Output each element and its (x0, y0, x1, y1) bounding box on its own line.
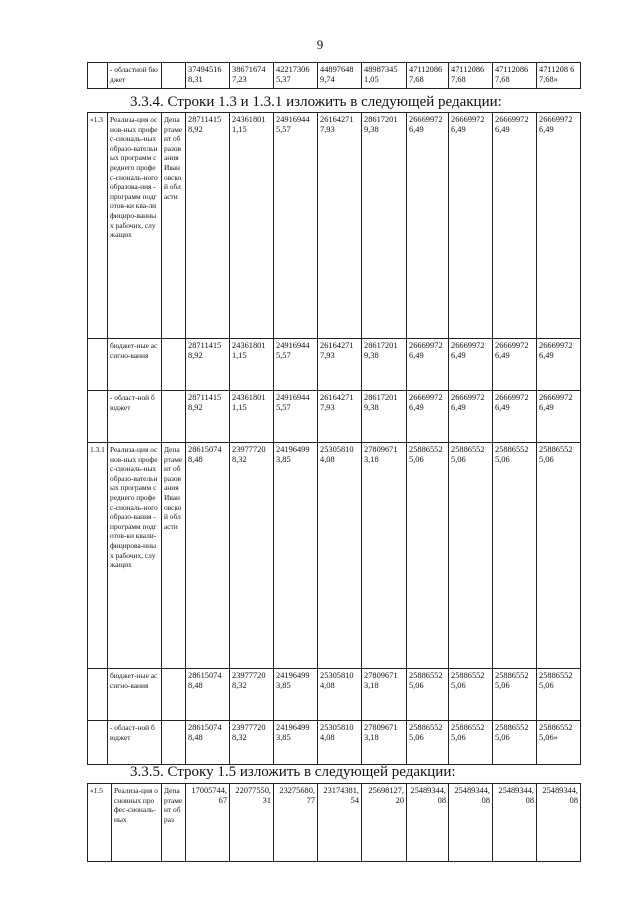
value-cell: 25886552 5,06 (537, 669, 581, 721)
table-row (88, 721, 581, 765)
value-cell: 42217306 5,37 (274, 63, 318, 89)
value-cell: 25886552 5,06 (449, 721, 493, 765)
value-cell: 24916944 5,57 (274, 391, 318, 443)
value-cell: 25886552 5,06 (493, 443, 537, 669)
value-cell: 47112086 7,68 (449, 63, 493, 89)
row-label: бюджет-ные ассигно-вания (108, 669, 162, 721)
table-row (88, 339, 581, 391)
value-cell: 44897648 9,74 (318, 63, 362, 89)
value-cell: 24361801 1,15 (230, 391, 274, 443)
row-code: 1.3.1 (88, 443, 108, 669)
row-executor: Департамент образования Ивановской области (162, 443, 186, 669)
row-code: «1.5 (88, 784, 112, 862)
value-cell: 27809671 3,18 (362, 443, 407, 669)
row-label: - област-ной бюджет (108, 721, 162, 765)
value-cell: 28711415 8,92 (186, 113, 230, 339)
table-top-row (87, 62, 581, 89)
value-cell: 24361801 1,15 (230, 339, 274, 391)
table-row-1-5 (87, 783, 581, 862)
value-cell: 24361801 1,15 (230, 113, 274, 339)
value-cell: 25886552 5,06 (493, 721, 537, 765)
value-cell: 26164271 7,93 (318, 113, 362, 339)
value-cell: 25886552 5,06 (407, 721, 449, 765)
section-heading-3-3-5: 3.3.5. Строку 1.5 изложить в следующей редакции: (130, 764, 456, 780)
row-code: «1.3 (88, 113, 108, 339)
value-cell: 28711415 8,92 (186, 391, 230, 443)
value-cell: 28617201 9,38 (362, 113, 407, 339)
value-cell: 37494516 8,31 (186, 63, 230, 89)
table-row (88, 391, 581, 443)
row-executor: Департамент образования Ивановской области (162, 113, 186, 339)
value-cell: 26669972 6,49 (493, 339, 537, 391)
row-label: бюджет-ные ассигно-вания (108, 339, 162, 391)
value-cell: 26164271 7,93 (318, 391, 362, 443)
value-cell: 26669972 6,49 (449, 113, 493, 339)
value-cell: 26669972 6,49 (537, 391, 581, 443)
value-cell: 26669972 6,49 (449, 391, 493, 443)
row-code (88, 721, 108, 765)
row-code (88, 339, 108, 391)
row-name: Реализа-ция основ-ных профес-сиональ-ных образо-вательных программ среднего профес-сиональ-ного образова-ния - программ подготов-ки ква-лифициро-ванных рабочих, служащих (108, 113, 162, 339)
table-row (88, 443, 581, 669)
value-cell: 28617201 9,38 (362, 339, 407, 391)
code-cell (88, 63, 108, 89)
value-cell: 23275680, 77 (274, 784, 318, 862)
value-cell: 28617201 9,38 (362, 391, 407, 443)
row-code (88, 669, 108, 721)
value-cell: 25489344, 08 (537, 784, 581, 862)
value-cell: 24196499 3,85 (274, 443, 318, 669)
table-row (88, 63, 581, 89)
value-cell: 25305810 4,08 (318, 669, 362, 721)
value-cell: 48987345 1,05 (362, 63, 407, 89)
value-cell: 25489344, 08 (493, 784, 537, 862)
value-cell: 25886552 5,06» (537, 721, 581, 765)
value-cell: 25886552 5,06 (493, 669, 537, 721)
value-cell: 28615074 8,48 (186, 669, 230, 721)
value-cell: 23174381, 54 (318, 784, 362, 862)
value-cell: 26669972 6,49 (407, 113, 449, 339)
row-label: - областной бюджет (108, 63, 162, 89)
table-rows-1-3 (87, 112, 581, 765)
row-code (88, 391, 108, 443)
value-cell: 38671674 7,23 (230, 63, 274, 89)
row-name: Реализа-ция основных профес-сиональ-ных (112, 784, 162, 862)
value-cell: 26669972 6,49 (407, 391, 449, 443)
row-executor (162, 339, 186, 391)
row-executor: Департамент образ (162, 784, 186, 862)
value-cell: 22077550, 31 (230, 784, 274, 862)
value-cell: 26669972 6,49 (493, 391, 537, 443)
value-cell: 25886552 5,06 (537, 443, 581, 669)
value-cell: 23977720 8,32 (230, 443, 274, 669)
value-cell: 24916944 5,57 (274, 339, 318, 391)
value-cell: 24196499 3,85 (274, 721, 318, 765)
value-cell: 28711415 8,92 (186, 339, 230, 391)
value-cell: 4711208 67,68» (537, 63, 581, 89)
table-row (88, 669, 581, 721)
executor-cell (162, 63, 186, 89)
value-cell: 25886552 5,06 (449, 669, 493, 721)
value-cell: 25489344, 08 (449, 784, 493, 862)
row-executor (162, 721, 186, 765)
value-cell: 27809671 3,18 (362, 721, 407, 765)
value-cell: 23977720 8,32 (230, 721, 274, 765)
value-cell: 25886552 5,06 (407, 443, 449, 669)
value-cell: 25305810 4,08 (318, 721, 362, 765)
value-cell: 25489344, 08 (407, 784, 449, 862)
value-cell: 26164271 7,93 (318, 339, 362, 391)
value-cell: 26669972 6,49 (449, 339, 493, 391)
value-cell: 28615074 8,48 (186, 443, 230, 669)
row-name: Реализа-ция основ-ных профес-сиональ-ных образо-вательных программ среднего профес-сиональ-ного образо-вания - программ подготов-ки квали-фицирова-нных рабочих, служащих (108, 443, 162, 669)
value-cell: 25698127, 20 (362, 784, 407, 862)
value-cell: 26669972 6,49 (537, 113, 581, 339)
section-heading-3-3-4: 3.3.4. Строки 1.3 и 1.3.1 изложить в следующей редакции: (130, 94, 502, 110)
value-cell: 26669972 6,49 (407, 339, 449, 391)
value-cell: 25886552 5,06 (407, 669, 449, 721)
value-cell: 24916944 5,57 (274, 113, 318, 339)
value-cell: 25305810 4,08 (318, 443, 362, 669)
value-cell: 25886552 5,06 (449, 443, 493, 669)
row-executor (162, 391, 186, 443)
table-row (88, 784, 581, 862)
value-cell: 23977720 8,32 (230, 669, 274, 721)
page-number: 9 (316, 37, 324, 52)
value-cell: 27809671 3,18 (362, 669, 407, 721)
value-cell: 26669972 6,49 (493, 113, 537, 339)
row-label: - област-ной бюджет (108, 391, 162, 443)
value-cell: 17005744, 67 (186, 784, 230, 862)
table-row (88, 113, 581, 339)
value-cell: 47112086 7,68 (493, 63, 537, 89)
value-cell: 47112086 7,68 (407, 63, 449, 89)
value-cell: 24196499 3,85 (274, 669, 318, 721)
value-cell: 26669972 6,49 (537, 339, 581, 391)
row-executor (162, 669, 186, 721)
value-cell: 28615074 8,48 (186, 721, 230, 765)
